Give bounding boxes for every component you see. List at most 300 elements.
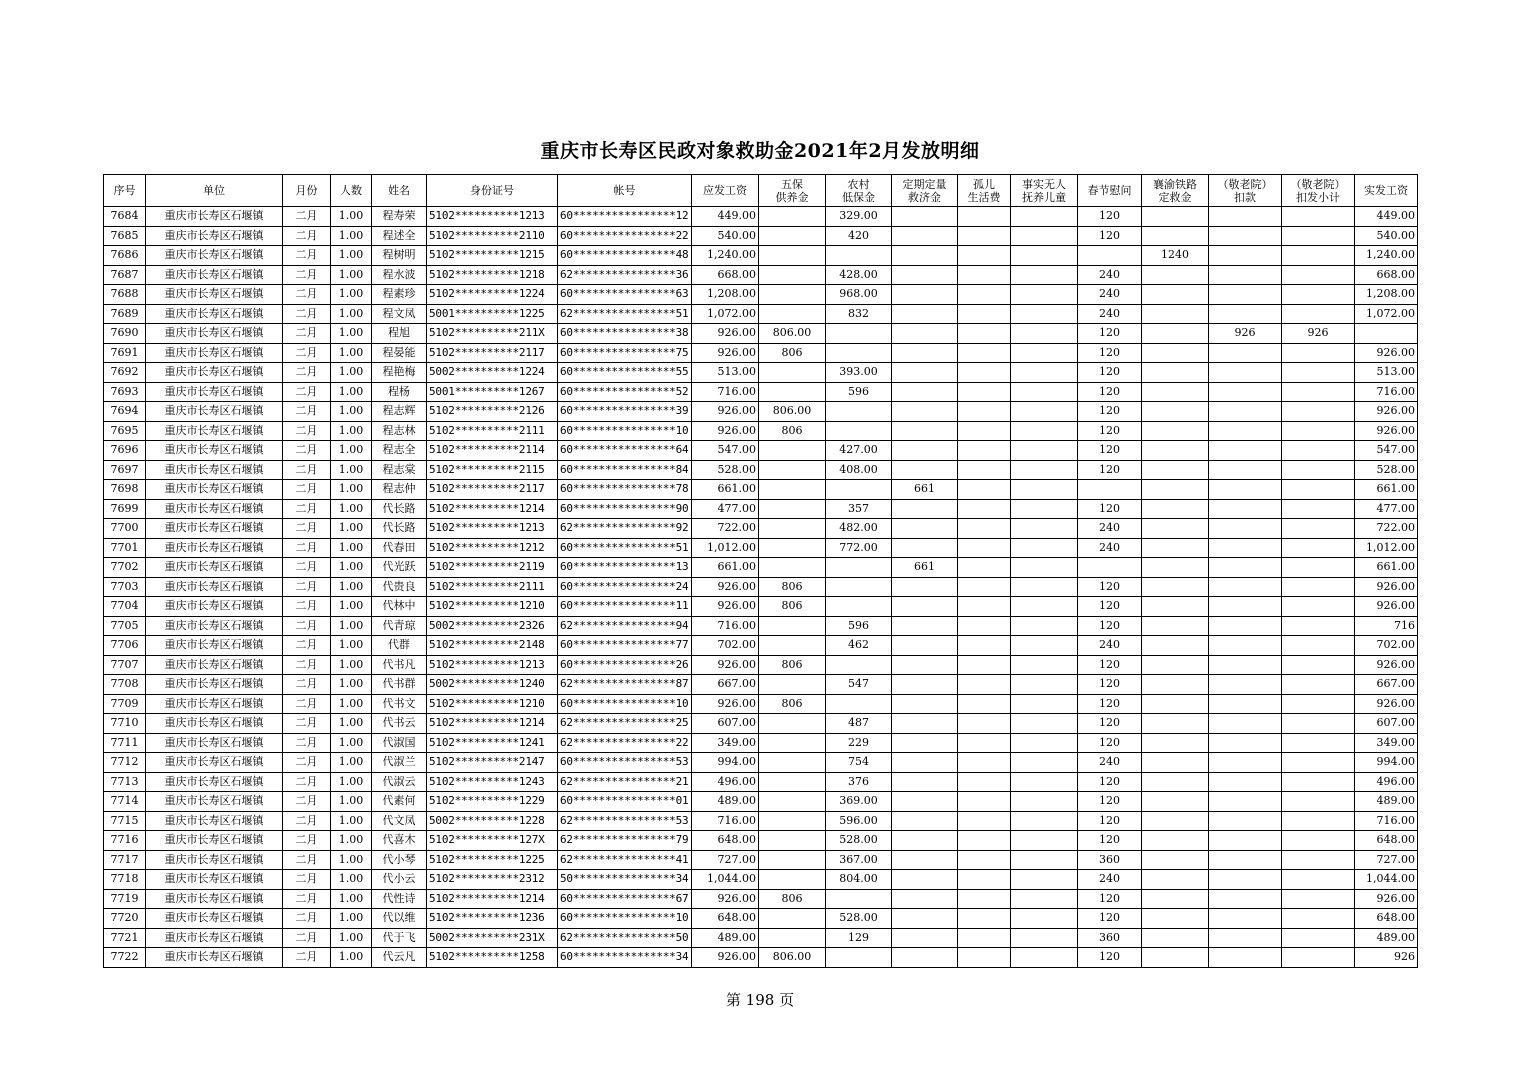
table-cell: 240 [1078, 753, 1142, 773]
table-cell: 5002**********1240 [427, 675, 558, 695]
table-cell: 482.00 [826, 519, 892, 539]
payment-detail-table [103, 174, 1418, 968]
table-cell: 926.00 [1355, 421, 1418, 441]
table-cell: 716.00 [1355, 811, 1418, 831]
table-cell: 727.00 [692, 850, 759, 870]
table-cell: 重庆市长寿区石堰镇 [146, 733, 283, 753]
table-cell: 7704 [104, 597, 146, 617]
table-cell [1282, 382, 1355, 402]
table-cell: 重庆市长寿区石堰镇 [146, 324, 283, 344]
table-cell: 1,072.00 [1355, 304, 1418, 324]
table-cell [1209, 889, 1282, 909]
table-cell: 1.00 [331, 538, 372, 558]
table-cell [759, 831, 826, 851]
table-cell [1282, 538, 1355, 558]
table-cell [1142, 324, 1209, 344]
table-cell: 7709 [104, 694, 146, 714]
table-cell [1282, 831, 1355, 851]
table-cell: 7714 [104, 792, 146, 812]
table-cell: 1,044.00 [692, 870, 759, 890]
table-cell: 62****************50 [558, 928, 692, 948]
table-cell: 120 [1078, 655, 1142, 675]
table-cell: 1.00 [331, 324, 372, 344]
table-cell: 5102**********1214 [427, 714, 558, 734]
table-cell: 5102**********1213 [427, 207, 558, 227]
table-cell: 代贵良 [372, 577, 427, 597]
table-cell: 804.00 [826, 870, 892, 890]
table-cell: 7712 [104, 753, 146, 773]
table-cell: 代素何 [372, 792, 427, 812]
table-cell [759, 870, 826, 890]
table-cell: 二月 [283, 558, 331, 578]
table-cell: 926.00 [692, 655, 759, 675]
table-cell: 648.00 [1355, 909, 1418, 929]
table-cell [1209, 558, 1282, 578]
column-header: （敬老院） 扣款 [1209, 175, 1282, 207]
table-cell: 5102**********1258 [427, 948, 558, 968]
table-cell: 5002**********2326 [427, 616, 558, 636]
table-cell [1209, 207, 1282, 227]
table-cell: 二月 [283, 519, 331, 539]
table-cell [1209, 265, 1282, 285]
table-cell: 程素珍 [372, 285, 427, 305]
table-cell [759, 304, 826, 324]
table-cell: 926.00 [692, 577, 759, 597]
table-cell: 重庆市长寿区石堰镇 [146, 948, 283, 968]
table-cell [1142, 558, 1209, 578]
table-cell [759, 285, 826, 305]
table-cell [958, 558, 1011, 578]
table-cell [1142, 636, 1209, 656]
table-cell: 二月 [283, 577, 331, 597]
table-cell: 607.00 [1355, 714, 1418, 734]
table-cell [1142, 831, 1209, 851]
table-cell: 二月 [283, 733, 331, 753]
table-cell [892, 265, 958, 285]
table-cell: 240 [1078, 870, 1142, 890]
table-cell [1011, 850, 1078, 870]
table-cell: 547.00 [1355, 441, 1418, 461]
table-cell [958, 246, 1011, 266]
table-cell: 二月 [283, 480, 331, 500]
table-cell: 5102**********1224 [427, 285, 558, 305]
table-cell: 540.00 [1355, 226, 1418, 246]
table-cell: 50****************34 [558, 870, 692, 890]
column-header: 月份 [283, 175, 331, 207]
table-cell: 二月 [283, 538, 331, 558]
table-cell [1209, 772, 1282, 792]
table-cell: 7702 [104, 558, 146, 578]
table-cell: 60****************24 [558, 577, 692, 597]
table-cell: 667.00 [1355, 675, 1418, 695]
table-cell [1282, 792, 1355, 812]
table-cell: 7699 [104, 499, 146, 519]
table-cell: 62****************79 [558, 831, 692, 851]
table-cell: 重庆市长寿区石堰镇 [146, 460, 283, 480]
column-header: 帐号 [558, 175, 692, 207]
table-cell [1142, 772, 1209, 792]
table-cell [1209, 792, 1282, 812]
table-cell: 7715 [104, 811, 146, 831]
table-cell: 62****************41 [558, 850, 692, 870]
table-cell: 926.00 [692, 402, 759, 422]
table-cell: 60****************63 [558, 285, 692, 305]
table-cell: 329.00 [826, 207, 892, 227]
table-cell: 代青琼 [372, 616, 427, 636]
table-row [104, 811, 1418, 831]
table-cell [958, 733, 1011, 753]
table-cell [1142, 343, 1209, 363]
table-cell: 528.00 [826, 909, 892, 929]
table-cell: 60****************67 [558, 889, 692, 909]
table-cell: 5102**********1212 [427, 538, 558, 558]
table-cell [1011, 304, 1078, 324]
table-cell: 528.00 [1355, 460, 1418, 480]
table-cell [958, 285, 1011, 305]
table-cell [1209, 577, 1282, 597]
table-cell: 367.00 [826, 850, 892, 870]
table-cell [759, 363, 826, 383]
table-cell: 重庆市长寿区石堰镇 [146, 772, 283, 792]
table-cell [1209, 675, 1282, 695]
table-cell: 60****************10 [558, 421, 692, 441]
table-cell: 二月 [283, 948, 331, 968]
column-header: 姓名 [372, 175, 427, 207]
table-cell [826, 597, 892, 617]
table-cell [1282, 694, 1355, 714]
table-cell [1011, 441, 1078, 461]
table-cell [1011, 753, 1078, 773]
table-cell [892, 714, 958, 734]
table-cell: 重庆市长寿区石堰镇 [146, 558, 283, 578]
table-cell [1209, 714, 1282, 734]
table-cell: 648.00 [692, 831, 759, 851]
table-cell [958, 421, 1011, 441]
table-cell [1142, 441, 1209, 461]
table-cell: 二月 [283, 792, 331, 812]
table-cell: 926.00 [692, 324, 759, 344]
table-cell: 547.00 [692, 441, 759, 461]
table-cell: 程志辉 [372, 402, 427, 422]
table-cell: 1,240.00 [692, 246, 759, 266]
table-cell: 926.00 [1355, 597, 1418, 617]
table-cell: 806 [759, 343, 826, 363]
table-cell: 程志全 [372, 441, 427, 461]
table-cell: 代于飞 [372, 928, 427, 948]
table-cell: 代书云 [372, 714, 427, 734]
table-cell [1282, 948, 1355, 968]
table-cell [1282, 558, 1355, 578]
table-cell [759, 636, 826, 656]
table-row [104, 928, 1418, 948]
table-cell [892, 870, 958, 890]
table-cell: 926.00 [1355, 577, 1418, 597]
table-cell: 重庆市长寿区石堰镇 [146, 480, 283, 500]
table-row [104, 655, 1418, 675]
table-cell: 806.00 [759, 324, 826, 344]
table-cell [1209, 948, 1282, 968]
table-cell [958, 382, 1011, 402]
table-cell: 二月 [283, 207, 331, 227]
table-cell: 357 [826, 499, 892, 519]
table-cell: 重庆市长寿区石堰镇 [146, 226, 283, 246]
table-cell: 二月 [283, 246, 331, 266]
table-cell [1282, 928, 1355, 948]
table-cell: 240 [1078, 636, 1142, 656]
table-cell: 7686 [104, 246, 146, 266]
table-cell: 528.00 [692, 460, 759, 480]
table-cell: 5102**********1213 [427, 519, 558, 539]
table-cell: 994.00 [1355, 753, 1418, 773]
table-cell [1209, 519, 1282, 539]
column-header: 农村 低保金 [826, 175, 892, 207]
table-cell: 477.00 [692, 499, 759, 519]
table-cell [1142, 714, 1209, 734]
table-cell [1142, 402, 1209, 422]
table-cell [1011, 597, 1078, 617]
table-cell: 60****************38 [558, 324, 692, 344]
table-cell: 重庆市长寿区石堰镇 [146, 636, 283, 656]
table-cell: 994.00 [692, 753, 759, 773]
table-cell: 376 [826, 772, 892, 792]
table-cell [759, 753, 826, 773]
table-cell [1142, 909, 1209, 929]
column-header: 序号 [104, 175, 146, 207]
table-cell: 5102**********2117 [427, 480, 558, 500]
table-row [104, 909, 1418, 929]
table-cell: 1.00 [331, 499, 372, 519]
table-cell: 806.00 [759, 402, 826, 422]
table-cell: 62****************21 [558, 772, 692, 792]
table-cell: 5102**********1215 [427, 246, 558, 266]
table-cell: 1,012.00 [692, 538, 759, 558]
table-cell: 二月 [283, 675, 331, 695]
table-cell: 5102**********1214 [427, 889, 558, 909]
table-cell: 1,044.00 [1355, 870, 1418, 890]
table-cell [759, 519, 826, 539]
table-cell [1011, 616, 1078, 636]
table-cell [958, 831, 1011, 851]
table-cell: 1.00 [331, 421, 372, 441]
table-cell: 二月 [283, 402, 331, 422]
table-cell [1209, 441, 1282, 461]
table-cell: 489.00 [1355, 928, 1418, 948]
table-cell: 120 [1078, 714, 1142, 734]
table-cell [958, 265, 1011, 285]
table-cell: 926.00 [1355, 655, 1418, 675]
table-cell: 二月 [283, 226, 331, 246]
table-cell [1142, 363, 1209, 383]
table-cell [1142, 499, 1209, 519]
table-cell: 661.00 [692, 480, 759, 500]
table-cell: 重庆市长寿区石堰镇 [146, 285, 283, 305]
table-cell [1142, 850, 1209, 870]
table-cell [958, 207, 1011, 227]
table-cell [892, 850, 958, 870]
table-row [104, 519, 1418, 539]
table-cell: 120 [1078, 499, 1142, 519]
table-cell: 120 [1078, 675, 1142, 695]
table-cell [892, 694, 958, 714]
table-cell [1011, 831, 1078, 851]
table-cell: 60****************10 [558, 694, 692, 714]
table-row [104, 675, 1418, 695]
table-row [104, 850, 1418, 870]
table-cell [1282, 460, 1355, 480]
table-cell: 7718 [104, 870, 146, 890]
table-cell: 5001**********1225 [427, 304, 558, 324]
table-cell: 668.00 [692, 265, 759, 285]
table-cell: 重庆市长寿区石堰镇 [146, 519, 283, 539]
column-header: 实发工资 [1355, 175, 1418, 207]
table-cell: 二月 [283, 499, 331, 519]
table-cell: 120 [1078, 597, 1142, 617]
table-cell: 7685 [104, 226, 146, 246]
table-row [104, 441, 1418, 461]
table-cell: 120 [1078, 382, 1142, 402]
table-cell [1011, 207, 1078, 227]
table-cell: 596 [826, 382, 892, 402]
table-cell [1142, 265, 1209, 285]
table-cell [1282, 811, 1355, 831]
table-cell: 7690 [104, 324, 146, 344]
table-cell [958, 402, 1011, 422]
table-cell [1282, 285, 1355, 305]
table-cell: 120 [1078, 792, 1142, 812]
table-cell [1282, 207, 1355, 227]
table-cell: 二月 [283, 811, 331, 831]
table-cell: 重庆市长寿区石堰镇 [146, 402, 283, 422]
table-cell [1142, 207, 1209, 227]
table-cell [1282, 363, 1355, 383]
table-cell: 120 [1078, 324, 1142, 344]
table-cell [1011, 285, 1078, 305]
table-cell: 1.00 [331, 343, 372, 363]
table-cell [1209, 285, 1282, 305]
table-cell: 5102**********1229 [427, 792, 558, 812]
table-cell: 62****************94 [558, 616, 692, 636]
table-cell: 702.00 [692, 636, 759, 656]
table-cell [1209, 226, 1282, 246]
table-cell [759, 499, 826, 519]
table-cell: 513.00 [1355, 363, 1418, 383]
table-cell [759, 675, 826, 695]
table-cell: 120 [1078, 948, 1142, 968]
table-cell: 120 [1078, 909, 1142, 929]
table-cell [1011, 772, 1078, 792]
table-cell [1282, 655, 1355, 675]
column-header: 定期定量 救济金 [892, 175, 958, 207]
table-cell [826, 655, 892, 675]
table-cell [826, 402, 892, 422]
table-cell: 程艳梅 [372, 363, 427, 383]
table-cell: 62****************25 [558, 714, 692, 734]
table-cell: 1.00 [331, 519, 372, 539]
table-cell: 程晏能 [372, 343, 427, 363]
table-cell: 重庆市长寿区石堰镇 [146, 499, 283, 519]
table-cell [892, 772, 958, 792]
table-cell: 806.00 [759, 948, 826, 968]
table-cell: 1.00 [331, 694, 372, 714]
table-row [104, 694, 1418, 714]
table-cell [892, 499, 958, 519]
table-cell [892, 285, 958, 305]
column-header: 应发工资 [692, 175, 759, 207]
table-cell: 1.00 [331, 909, 372, 929]
table-cell: 1.00 [331, 831, 372, 851]
table-cell [1142, 616, 1209, 636]
table-cell: 7710 [104, 714, 146, 734]
table-cell: 716 [1355, 616, 1418, 636]
document-title: 重庆市长寿区民政对象救助金2021年2月发放明细 [540, 140, 980, 162]
table-cell [1209, 870, 1282, 890]
table-cell [1282, 714, 1355, 734]
table-cell [1142, 811, 1209, 831]
table-cell: 7697 [104, 460, 146, 480]
table-row [104, 343, 1418, 363]
table-cell: 60****************51 [558, 538, 692, 558]
table-cell [1142, 597, 1209, 617]
table-cell: 7687 [104, 265, 146, 285]
table-cell: 1.00 [331, 480, 372, 500]
table-cell: 5102**********2115 [427, 460, 558, 480]
table-cell [759, 382, 826, 402]
table-cell [826, 694, 892, 714]
table-cell [759, 772, 826, 792]
table-cell [892, 831, 958, 851]
table-cell: 513.00 [692, 363, 759, 383]
table-cell [759, 850, 826, 870]
table-cell: 1,072.00 [692, 304, 759, 324]
table-cell: 489.00 [692, 928, 759, 948]
table-cell [826, 343, 892, 363]
table-cell [1011, 577, 1078, 597]
table-cell [1011, 714, 1078, 734]
table-cell [892, 226, 958, 246]
table-cell [892, 382, 958, 402]
table-cell [892, 948, 958, 968]
table-row [104, 558, 1418, 578]
table-cell [1209, 831, 1282, 851]
table-cell: 926.00 [692, 889, 759, 909]
table-row [104, 597, 1418, 617]
table-cell [1282, 597, 1355, 617]
table-cell [892, 792, 958, 812]
column-header: 孤儿 生活费 [958, 175, 1011, 207]
table-cell: 程杨 [372, 382, 427, 402]
table-cell: 668.00 [1355, 265, 1418, 285]
table-header [104, 175, 1418, 207]
table-cell: 5102**********2126 [427, 402, 558, 422]
table-cell: 60****************01 [558, 792, 692, 812]
table-cell [826, 324, 892, 344]
table-cell: 重庆市长寿区石堰镇 [146, 655, 283, 675]
table-cell [1011, 382, 1078, 402]
table-cell: 二月 [283, 324, 331, 344]
table-cell [892, 519, 958, 539]
table-cell [1282, 889, 1355, 909]
table-cell [958, 441, 1011, 461]
table-cell: 1.00 [331, 655, 372, 675]
table-cell: 120 [1078, 421, 1142, 441]
table-cell: 7684 [104, 207, 146, 227]
table-cell: 60****************13 [558, 558, 692, 578]
table-cell [759, 792, 826, 812]
table-cell: 1.00 [331, 363, 372, 383]
table-cell: 5002**********1224 [427, 363, 558, 383]
table-cell: 5102**********1218 [427, 265, 558, 285]
table-cell: 926.00 [692, 948, 759, 968]
